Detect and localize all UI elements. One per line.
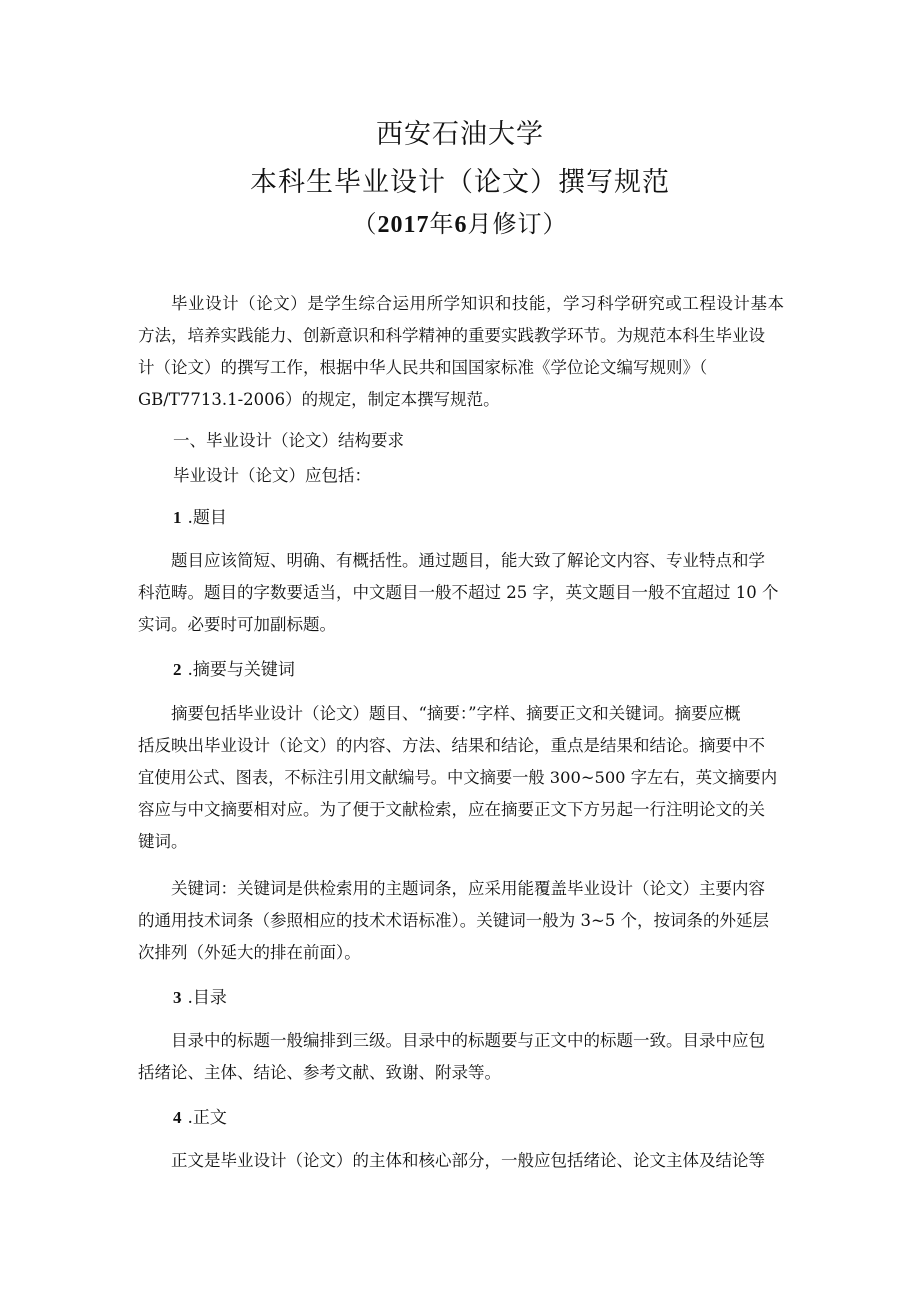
section-lead: 毕业设计（论文）应包括： (173, 466, 371, 485)
paragraph-line: 实词。必要时可加副标题。 (138, 615, 336, 634)
paragraph-line: 题目应该简短、明确、有概括性。通过题目，能大致了解论文内容、专业特点和学 (171, 551, 765, 570)
item-2-paragraph-2 (138, 873, 784, 969)
document-title: 本科生毕业设计（论文）撰写规范 (250, 167, 670, 198)
revision-month: 6 (454, 212, 468, 238)
paragraph-line: 目录中的标题一般编排到三级。目录中的标题要与正文中的标题一致。目录中应包 (171, 1031, 765, 1050)
item-3-paragraph (138, 1025, 784, 1089)
paragraph-line: 括绪论、主体、结论、参考文献、致谢、附录等。 (138, 1063, 501, 1082)
item-heading-2 (173, 655, 295, 680)
section-heading: 一、毕业设计（论文）结构要求 (173, 431, 404, 450)
paragraph-line: 容应与中文摘要相对应。为了便于文献检索，应在摘要正文下方另起一行注明论文的关 (138, 800, 765, 819)
intro-line: GB/T7713.1-2006）的规定，制定本撰写规范。 (138, 390, 500, 409)
item-1-paragraph (138, 545, 784, 641)
revision-year: 2017 (377, 212, 430, 238)
intro-line: 计（论文）的撰写工作，根据中华人民共和国国家标准《学位论文编写规则》（ (138, 358, 708, 377)
intro-line: 方法，培养实践能力、创新意识和科学精神的重要实践教学环节。为规范本科生毕业设 (138, 326, 765, 345)
revision-year-unit: 年 (429, 210, 455, 238)
paragraph-line: 科范畴。题目的字数要适当，中文题目一般不超过 25 字，英文题目一般不宜超过 10 个 (138, 583, 779, 602)
paragraph-line: 摘要包括毕业设计（论文）题目、“摘要：”字样、摘要正文和关键词。摘要应概 (171, 704, 741, 723)
paragraph-line: 宜使用公式、图表，不标注引用文献编号。中文摘要一般 300~500 字左右，英文摘要内 (138, 768, 778, 787)
paragraph-line: 正文是毕业设计（论文）的主体和核心部分，一般应包括绪论、论文主体及结论等 (171, 1151, 765, 1170)
paragraph-line: 键词。 (138, 832, 188, 851)
revision-note (0, 204, 920, 239)
paragraph-line: 次排列（外延大的排在前面）。 (138, 943, 361, 962)
item-heading-4 (173, 1103, 227, 1128)
item-heading-3 (173, 983, 227, 1008)
item-title: .题目 (187, 508, 227, 528)
item-title: .目录 (187, 988, 227, 1008)
item-4-paragraph (138, 1145, 784, 1177)
paragraph-line: 关键词：关键词是供检索用的主题词条，应采用能覆盖毕业设计（论文）主要内容 (171, 879, 765, 898)
item-number: 1 (173, 508, 182, 527)
item-2-paragraph-1 (138, 698, 784, 858)
school-name: 西安石油大学 (376, 119, 544, 150)
intro-line: 毕业设计（论文）是学生综合运用所学知识和技能，学习科学研究或工程设计基本 (171, 294, 784, 313)
item-number: 2 (173, 660, 182, 679)
paragraph-line: 的通用技术词条（参照相应的技术术语标准）。关键词一般为 3~5 个，按词条的外延层 (138, 911, 770, 930)
item-number: 3 (173, 988, 182, 1007)
item-number: 4 (173, 1108, 182, 1127)
paragraph-line: 括反映出毕业设计（论文）的内容、方法、结果和结论，重点是结果和结论。摘要中不 (138, 736, 765, 755)
intro-paragraph (138, 288, 784, 416)
item-title: .摘要与关键词 (187, 660, 295, 680)
revision-tail: 月修订） (467, 210, 568, 238)
revision-open: （ (352, 210, 378, 238)
item-heading-1 (173, 503, 227, 528)
item-title: .正文 (187, 1108, 227, 1128)
